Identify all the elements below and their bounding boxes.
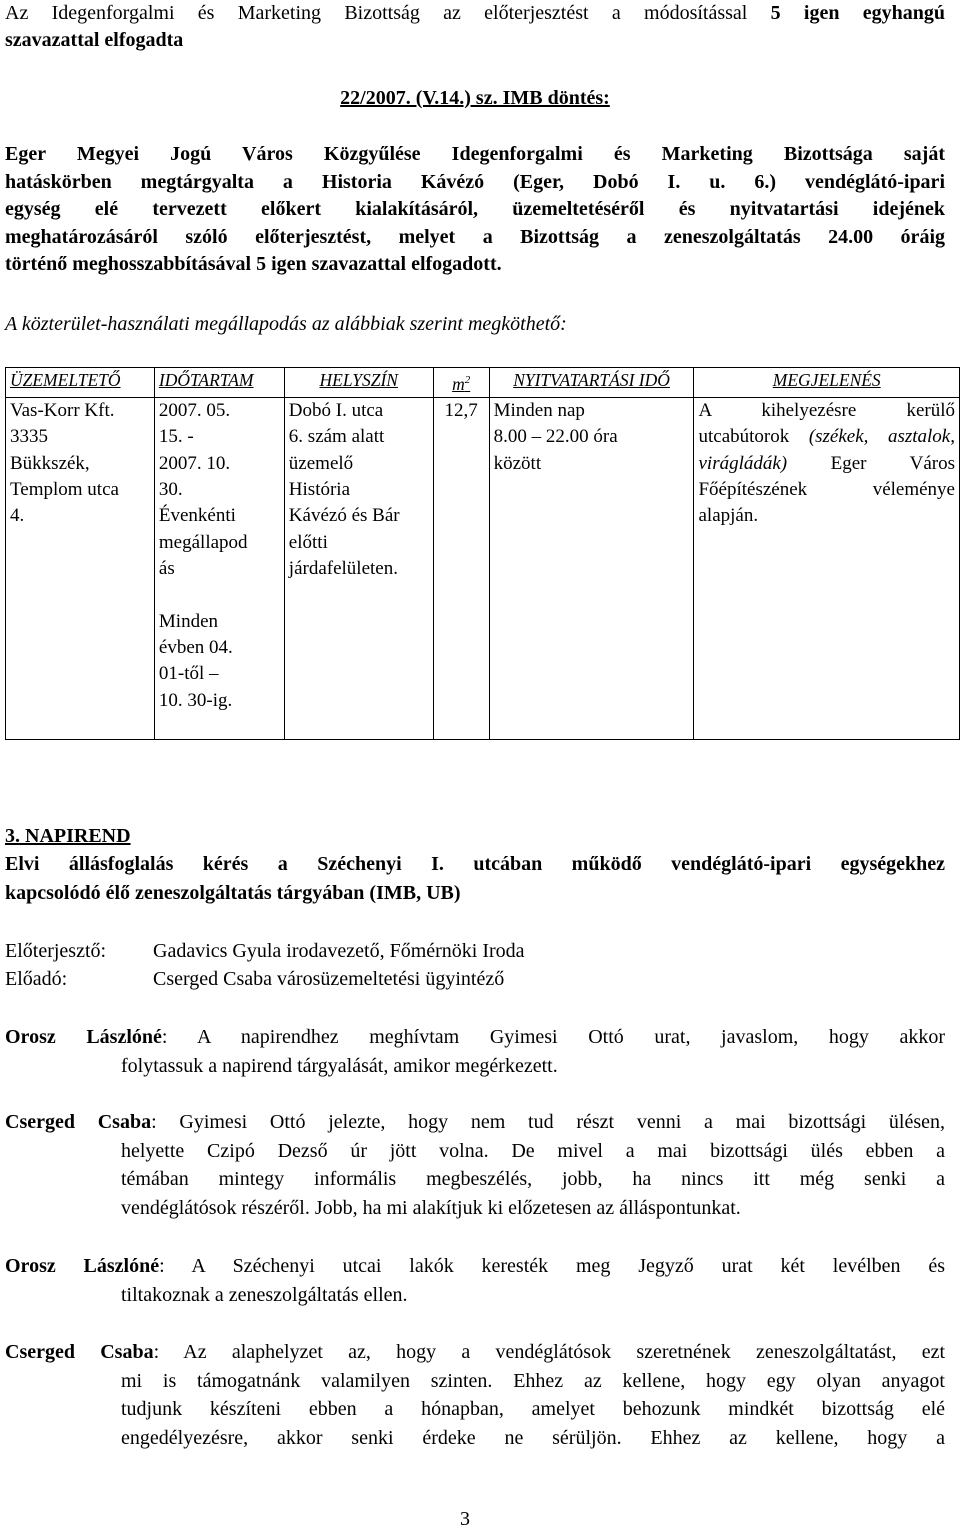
cell-duration: 2007. 05. 15. - 2007. 10. 30. Évenkénti megállapod ás Minden évben 04. 01-től – 10. 30-ig.: [154, 397, 284, 739]
cell-operator: Vas-Korr Kft. 3335 Bükkszék, Templom utca 4.: [6, 397, 155, 739]
decision-line-2: hatáskörben megtárgyalta a Historia Kávézó (Eger, Dobó I. u. 6.) vendéglátó-ipari: [5, 171, 945, 193]
decision-line-1: Eger Megyei Jogú Város Közgyűlése Idegenforgalmi és Marketing Bizottsága saját: [5, 143, 945, 165]
presenter-line: Előterjesztő: Gadavics Gyula irodavezető, Főmérnöki Iroda: [5, 940, 525, 962]
lease-table: [5, 367, 960, 740]
minutes-entry: Cserged Csaba: Az alaphelyzet az, hogy a vendéglátósok szeretnének zeneszolgáltatást, ezt mi is támogatnánk valamilyen szinten. Ehhez az kellene, hogy egy olyan anyagot tudjunk készíteni ebben a hónapban, amelyet behozunk mindkét bizottság elé engedélyezésre, akkor senki érdeke ne sérüljön. Ehhez az kellene, hogy a: [5, 1341, 945, 1450]
agenda-number: 3. NAPIREND: [5, 825, 131, 847]
speaker-line: Előadó: Cserged Csaba városüzemeltetési ügyintéző: [5, 968, 505, 990]
header-operator: ÜZEMELTETŐ: [6, 368, 155, 398]
decision-line-5: történő meghosszabbításával 5 igen szavazattal elfogadott.: [5, 253, 502, 275]
header-location: HELYSZÍN: [284, 368, 433, 398]
header-appearance: MEGJELENÉS: [694, 368, 960, 398]
table-row: [6, 397, 960, 739]
intro-line-2: szavazattal elfogadta: [5, 29, 184, 51]
cell-appearance: A kihelyezésre kerülő utcabútorok (székek, asztalok, virágládák) Eger Város Főépítészének véleménye alapján.: [694, 397, 960, 739]
decision-line-4: meghatározásáról szóló előterjesztést, melyet a Bizottság a zeneszolgáltatás 24.00 óráig: [5, 226, 945, 248]
speaker-name: Orosz Lászlóné: [5, 1026, 162, 1048]
speaker-name: Orosz Lászlóné: [5, 1255, 160, 1277]
cell-opening-hours: Minden nap 8.00 – 22.00 óra között: [489, 397, 694, 739]
table-header-row: [6, 368, 960, 398]
intro-line-1: Az Idegenforgalmi és Marketing Bizottság az előterjesztést a módosítással 5 igen egyhangú: [5, 2, 945, 24]
page-number: 3: [460, 1508, 470, 1530]
header-duration: IDŐTARTAM: [154, 368, 284, 398]
speaker-name: Cserged Csaba: [5, 1341, 154, 1363]
minutes-entry: Cserged Csaba: Gyimesi Ottó jelezte, hogy nem tud részt venni a mai bizottsági ülésen, helyette Czipó Dezső úr jött volna. De mivel a mai bizottsági ülés ebben a témában mintegy informális megbeszélés, jobb, ha nincs itt még senki a vendéglátósok részéről. Jobb, ha mi alakítjuk ki előzetesen az álláspontunkat.: [5, 1111, 945, 1220]
agreement-note: A közterület-használati megállapodás az alábbiak szerint megköthető:: [5, 313, 567, 335]
decision-title: 22/2007. (V.14.) sz. IMB döntés:: [340, 87, 610, 109]
cell-area: 12,7: [433, 397, 489, 739]
minutes-entry: Orosz Lászlóné: A Széchenyi utcai lakók keresték meg Jegyző urat két levélben és tiltakoznak a zeneszolgáltatás ellen.: [5, 1255, 945, 1306]
agenda-title-line-2: kapcsolódó élő zeneszolgáltatás tárgyában (IMB, UB): [5, 882, 461, 904]
decision-line-3: egység elé tervezett előkert kialakításáról, üzemeltetéséről és nyitvatartási idejének: [5, 198, 945, 220]
header-opening-hours: NYITVATARTÁSI IDŐ: [489, 368, 694, 398]
minutes-entry: Orosz Lászlóné: A napirendhez meghívtam Gyimesi Ottó urat, javaslom, hogy akkor folytassuk a napirend tárgyalását, amikor megérkezett.: [5, 1026, 946, 1077]
speaker-name: Cserged Csaba: [5, 1111, 152, 1133]
agenda-title-line-1: Elvi állásfoglalás kérés a Széchenyi I. utcában működő vendéglátó-ipari egységekhez: [5, 853, 945, 875]
header-area: $m^2$: [433, 368, 489, 398]
cell-location: Dobó I. utca 6. szám alatt üzemelő História Kávézó és Bár előtti járdafelületen.: [284, 397, 433, 739]
